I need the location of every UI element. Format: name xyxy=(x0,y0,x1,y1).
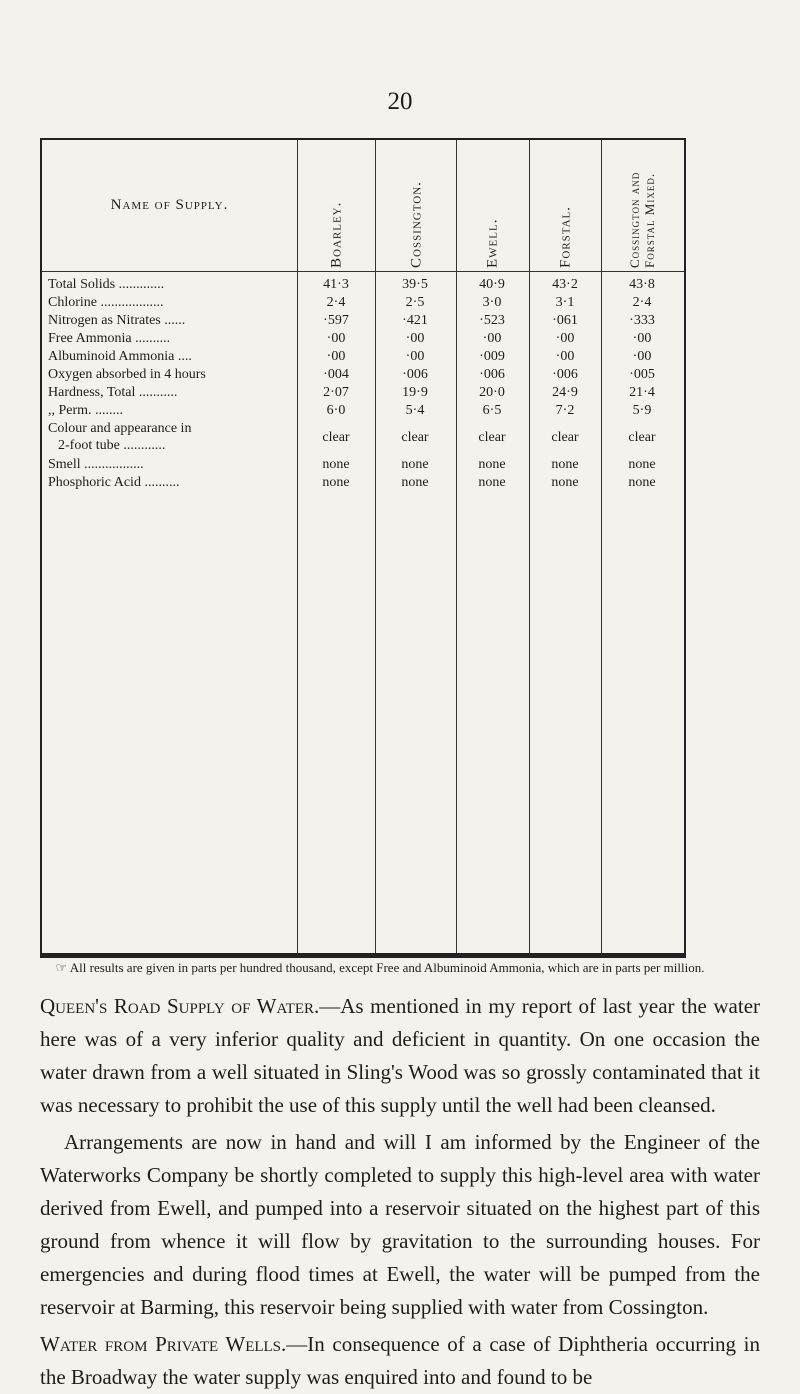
row-label: Albuminoid Ammonia .... xyxy=(48,349,192,364)
table-cell: 6·5 xyxy=(482,403,502,418)
table-cell: ·00 xyxy=(405,331,425,346)
table-cell: 2·4 xyxy=(326,295,346,310)
table-cell: 2·07 xyxy=(323,385,349,400)
table-cell: clear xyxy=(478,430,506,445)
column-header-forstal: Forstal. xyxy=(557,206,574,268)
table-cell: ·421 xyxy=(402,313,428,328)
row-label: Smell ................. xyxy=(48,457,144,472)
table-cell: ·00 xyxy=(555,349,575,364)
row-label: Hardness, Total ........... xyxy=(48,385,178,400)
row-label: Phosphoric Acid .......... xyxy=(48,475,180,490)
row-label: Free Ammonia .......... xyxy=(48,331,171,346)
table-cell: ·006 xyxy=(479,367,505,382)
table-cell: clear xyxy=(322,430,350,445)
table-row xyxy=(42,475,684,493)
table-bottom-rule xyxy=(40,954,686,958)
table-cell: none xyxy=(478,457,506,472)
paragraph-queens-road xyxy=(40,990,760,1122)
page-number: 20 xyxy=(387,88,413,115)
column-header-boarley: Boarley. xyxy=(328,201,345,268)
table-row xyxy=(42,277,684,295)
table-row xyxy=(42,403,684,421)
table-cell: ·009 xyxy=(479,349,505,364)
header-rule xyxy=(42,271,684,272)
row-label: Total Solids ............. xyxy=(48,277,165,292)
paragraph-arrangements xyxy=(40,1126,760,1324)
table-cell: none xyxy=(401,475,429,490)
table-cell: clear xyxy=(628,430,656,445)
table-cell: ·00 xyxy=(555,331,575,346)
table-cell: ·523 xyxy=(479,313,505,328)
table-cell: 43·2 xyxy=(552,277,578,292)
pointing-hand-icon: ☞ xyxy=(55,960,68,975)
paragraph-text: —In consequence of a case of Diphtheria occurring in the Broadway the water supply was enquired into and found to be xyxy=(40,1332,761,1389)
table-cell: 2·4 xyxy=(632,295,652,310)
row-label: ,, Perm. ........ xyxy=(48,403,124,418)
column-header-cossington: Cossington. xyxy=(408,181,425,268)
table-cell: 43·8 xyxy=(629,277,655,292)
table-row xyxy=(42,331,684,349)
table-cell: none xyxy=(551,475,579,490)
table-cell: ·333 xyxy=(629,313,655,328)
table-row xyxy=(42,367,684,385)
column-divider xyxy=(297,140,298,953)
table-cell: 40·9 xyxy=(479,277,505,292)
row-label: Chlorine .................. xyxy=(48,295,164,310)
name-of-supply-header: Name of Supply. xyxy=(110,197,229,213)
table-cell: none xyxy=(322,475,350,490)
table-cell: ·00 xyxy=(405,349,425,364)
table-cell: ·00 xyxy=(632,331,652,346)
table-cell: ·00 xyxy=(482,331,502,346)
table-cell: 2·5 xyxy=(405,295,425,310)
table-row xyxy=(42,295,684,313)
table-cell: ·00 xyxy=(326,331,346,346)
table-cell: none xyxy=(628,457,656,472)
table-cell: ·00 xyxy=(326,349,346,364)
water-analysis-table xyxy=(40,138,686,955)
paragraph-text: —As mentioned in my report of last year the water here was of a very inferior quality and deficient in quantity. On one occasion the water drawn from a well situated in Sling's Wood was so grossly contaminated that it was necessary to prohibit the use of this supply until the well had been cleansed. xyxy=(40,994,761,1117)
row-label: Colour and appearance in xyxy=(48,421,192,436)
table-row xyxy=(42,421,684,457)
table-cell: ·00 xyxy=(632,349,652,364)
table-cell: clear xyxy=(551,430,579,445)
table-cell: 3·1 xyxy=(555,295,575,310)
table-cell: 41·3 xyxy=(323,277,349,292)
table-cell: ·006 xyxy=(402,367,428,382)
table-cell: none xyxy=(551,457,579,472)
table-row xyxy=(42,349,684,367)
table-cell: 20·0 xyxy=(479,385,505,400)
table-cell: 5·9 xyxy=(632,403,652,418)
table-cell: ·061 xyxy=(552,313,578,328)
table-cell: 3·0 xyxy=(482,295,502,310)
column-header-ewell: Ewell. xyxy=(484,218,501,268)
table-cell: 7·2 xyxy=(555,403,575,418)
table-cell: ·005 xyxy=(629,367,655,382)
column-header-mixed: Cossington and Forstal Mixed. xyxy=(627,171,657,268)
table-cell: none xyxy=(401,457,429,472)
column-divider xyxy=(529,140,530,953)
row-label-continued: 2-foot tube ............ xyxy=(58,438,166,453)
footnote-text: All results are given in parts per hundred thousand, except Free and Albuminoid Ammonia, which are in parts per million. xyxy=(69,960,705,975)
paragraph-private-wells xyxy=(40,1328,760,1394)
table-cell: 24·9 xyxy=(552,385,578,400)
table-cell: 6·0 xyxy=(326,403,346,418)
table-cell: 5·4 xyxy=(405,403,425,418)
table-cell: 39·5 xyxy=(402,277,428,292)
table-cell: ·597 xyxy=(323,313,349,328)
column-divider xyxy=(375,140,376,953)
row-label: Oxygen absorbed in 4 hours xyxy=(48,367,206,382)
table-row xyxy=(42,313,684,331)
table-cell: none xyxy=(628,475,656,490)
table-cell: 19·9 xyxy=(402,385,428,400)
table-row xyxy=(42,457,684,475)
table-cell: none xyxy=(478,475,506,490)
table-cell: none xyxy=(322,457,350,472)
paragraph-text: Arrangements are now in hand and will I am informed by the Engineer of the Waterworks Company be shortly completed to supply this high-level area with water derived from Ewell, and pumped into a reservoir situated on the highest part of this ground from whence it will flow by gravitation to the surrounding houses. For emergencies and during flood times at Ewell, the water will be pumped from the reservoir at Barming, this reservoir being supplied with water from Cossington. xyxy=(40,1130,760,1319)
table-cell: clear xyxy=(401,430,429,445)
paragraph-heading: Queen's Road Supply of Water. xyxy=(40,994,320,1018)
row-label: Nitrogen as Nitrates ...... xyxy=(48,313,186,328)
column-divider xyxy=(456,140,457,953)
footnote xyxy=(40,960,720,976)
paragraph-heading: Water from Private Wells. xyxy=(40,1332,287,1356)
table-cell: ·004 xyxy=(323,367,349,382)
table-cell: 21·4 xyxy=(629,385,655,400)
table-row xyxy=(42,385,684,403)
table-cell: ·006 xyxy=(552,367,578,382)
